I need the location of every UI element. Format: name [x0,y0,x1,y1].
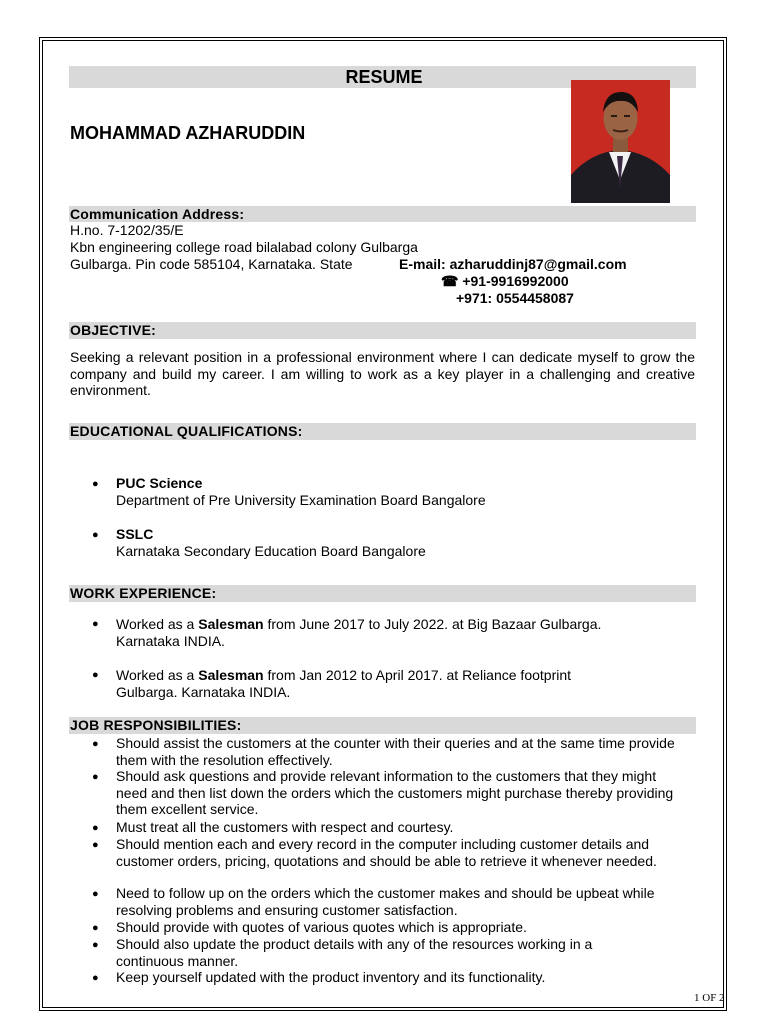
phone-icon: ☎ [441,273,459,289]
email-text: E-mail: azharuddinj87@gmail.com [399,256,627,272]
bullet-icon: ● [92,478,99,490]
address-line-3: Gulbarga. Pin code 585104, Karnataka. State [70,256,353,272]
bullet-icon: ● [92,888,99,900]
bullet-icon: ● [92,839,99,851]
applicant-name: MOHAMMAD AZHARUDDIN [70,123,306,143]
work-role: Salesman [198,616,264,632]
resume-title: RESUME [345,67,423,87]
education-title-2: SSLC [116,526,154,542]
work-item-2-line-2: Gulbarga. Karnataka INDIA. [116,684,291,700]
objective-heading: OBJECTIVE: [70,322,157,338]
objective-text: Seeking a relevant position in a professional environment where I can dedicate myself to grow the company and build my career. I am willing to work as a key player in a challenging and creative environment. [70,349,695,398]
address-heading: Communication Address: [70,206,245,222]
phone-line-1 [441,273,569,290]
responsibility-item: Should mention each and every record in the computer including customer details and customer orders, pricing, quotations and should be able to retrieve it whenever needed. [116,836,657,869]
bullet-icon: ● [92,529,99,541]
page-number: 1 OF 2 [694,992,725,1004]
responsibility-item: Should provide with quotes of various quotes which is appropriate. [116,919,527,935]
responsibility-item: Keep yourself updated with the product inventory and its functionality. [116,969,546,985]
bullet-icon: ● [92,618,99,630]
bullet-icon: ● [92,972,99,984]
objective-band [69,322,696,339]
bullet-icon: ● [92,939,99,951]
work-heading: WORK EXPERIENCE: [70,585,217,601]
bullet-icon: ● [92,922,99,934]
education-detail-2: Karnataka Secondary Education Board Bangalore [116,543,426,559]
bullet-icon: ● [92,738,99,750]
responsibilities-heading: JOB RESPONSIBILITIES: [70,717,242,733]
bullet-icon: ● [92,822,99,834]
work-item-1-line-2: Karnataka INDIA. [116,633,225,649]
work-prefix: Worked as a [116,616,199,632]
responsibility-item: Should also update the product details with any of the resources working in a continuous manner. [116,936,593,969]
phone-number-2: +971: 0554458087 [456,290,574,306]
education-detail-1: Department of Pre University Examination Board Bangalore [116,492,486,508]
portrait-photo-icon [571,80,670,203]
work-item-1 [116,616,601,633]
responsibility-item: Should ask questions and provide relevant information to the customers that they might need and then list down the orders which the customers might purchase thereby providing them excellent service. [116,768,674,818]
address-line-2: Kbn engineering college road bilalabad colony Gulbarga [70,239,418,255]
responsibility-item: Must treat all the customers with respect and courtesy. [116,819,454,835]
work-prefix: Worked as a [116,667,199,683]
education-title-1: PUC Science [116,475,203,491]
address-line-1: H.no. 7-1202/35/E [70,222,184,238]
responsibility-item: Need to follow up on the orders which the customer makes and should be upbeat while resolving problems and ensuring customer satisfaction. [116,885,655,918]
responsibility-item: Should assist the customers at the counter with their queries and at the same time provide them with the resolution effectively. [116,735,675,768]
bullet-icon: ● [92,771,99,783]
work-suffix: from June 2017 to July 2022. at Big Bazaar Gulbarga. [263,616,602,632]
work-role: Salesman [198,667,264,683]
phone-number-1: +91-9916992000 [462,273,569,289]
work-item-2 [116,667,571,684]
education-heading: EDUCATIONAL QUALIFICATIONS: [70,423,303,439]
work-suffix: from Jan 2012 to April 2017. at Reliance footprint [263,667,572,683]
bullet-icon: ● [92,669,99,681]
